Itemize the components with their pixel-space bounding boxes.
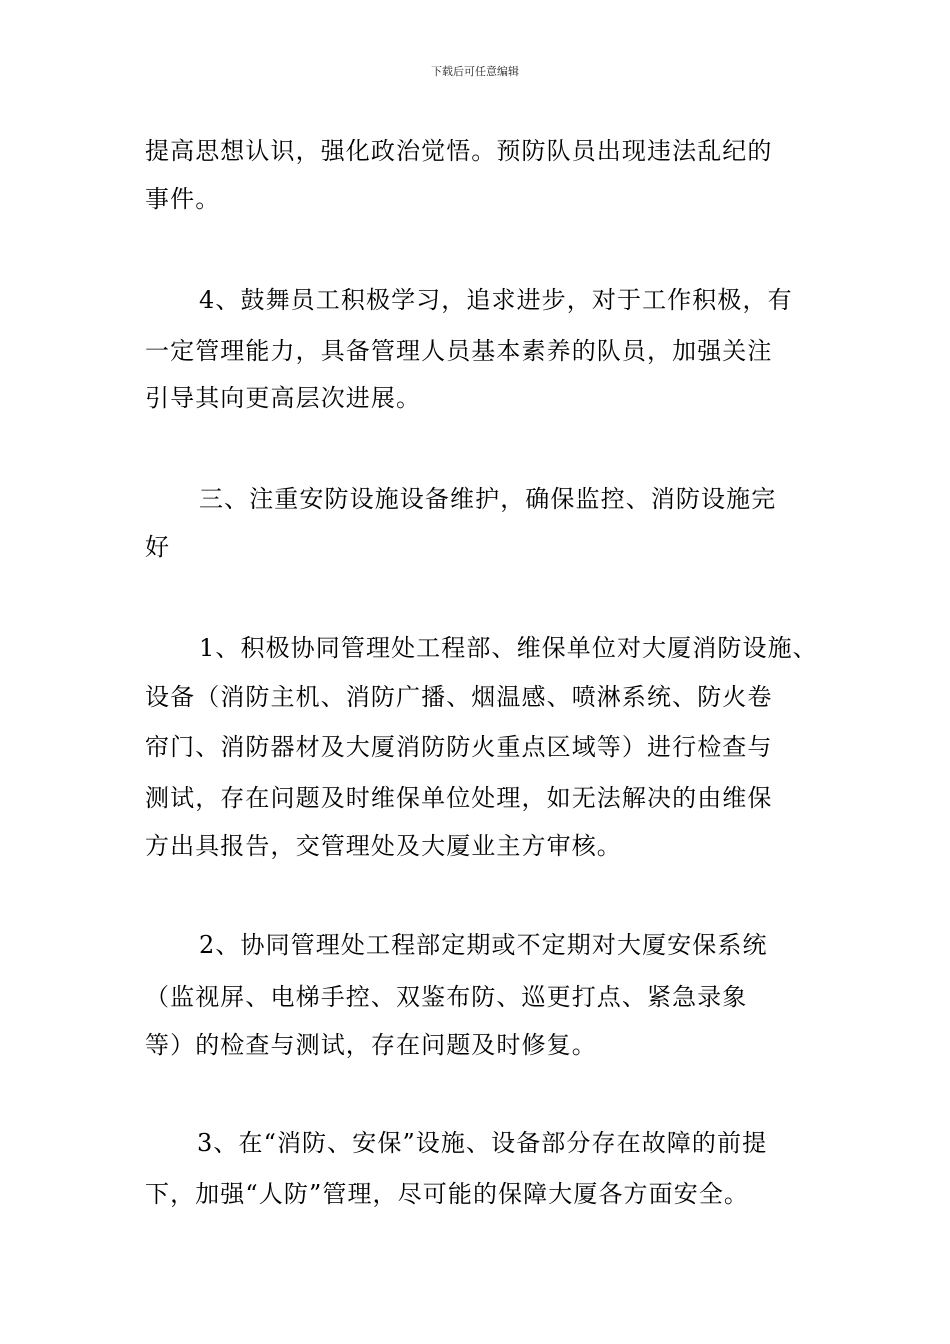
text-line: 4、鼓舞员工积极学习，追求进步，对于工作积极，有	[199, 286, 793, 314]
text-line: 方出具报告，交管理处及大厦业主方审核。	[145, 832, 622, 860]
text-line: 事件。	[145, 185, 221, 213]
header-note: 下载后可任意编辑	[431, 65, 519, 78]
text-line: 2、协同管理处工程部定期或不定期对大厦安保系统	[199, 931, 768, 959]
text-line: 下，加强“人防”管理，尽可能的保障大厦各方面安全。	[145, 1180, 750, 1208]
text-line: 三、注重安防设施设备维护，确保监控、消防设施完	[199, 485, 777, 513]
text-line: 1、积极协同管理处工程部、维保单位对大厦消防设施、	[199, 634, 818, 662]
text-line: 测试，存在问题及时维保单位处理，如无法解决的由维保	[145, 784, 773, 812]
text-line: 等）的检查与测试，存在问题及时修复。	[145, 1031, 597, 1059]
text-line: 提高思想认识，强化政治觉悟。预防队员出现违法乱纪的	[145, 137, 773, 165]
text-line: 好	[145, 533, 171, 561]
text-line: 引导其向更高层次进展。	[145, 384, 422, 412]
text-line: 设备（消防主机、消防广播、烟温感、喷淋系统、防火卷	[145, 683, 773, 711]
text-line: 一定管理能力，具备管理人员基本素养的队员，加强关注	[145, 337, 773, 365]
text-line: 帘门、消防器材及大厦消防防火重点区域等）进行检查与	[145, 733, 773, 761]
text-line: 3、在“消防、安保”设施、设备部分存在故障的前提	[197, 1129, 768, 1157]
text-line: （监视屏、电梯手控、双鉴布防、巡更打点、紧急录象	[145, 983, 748, 1011]
